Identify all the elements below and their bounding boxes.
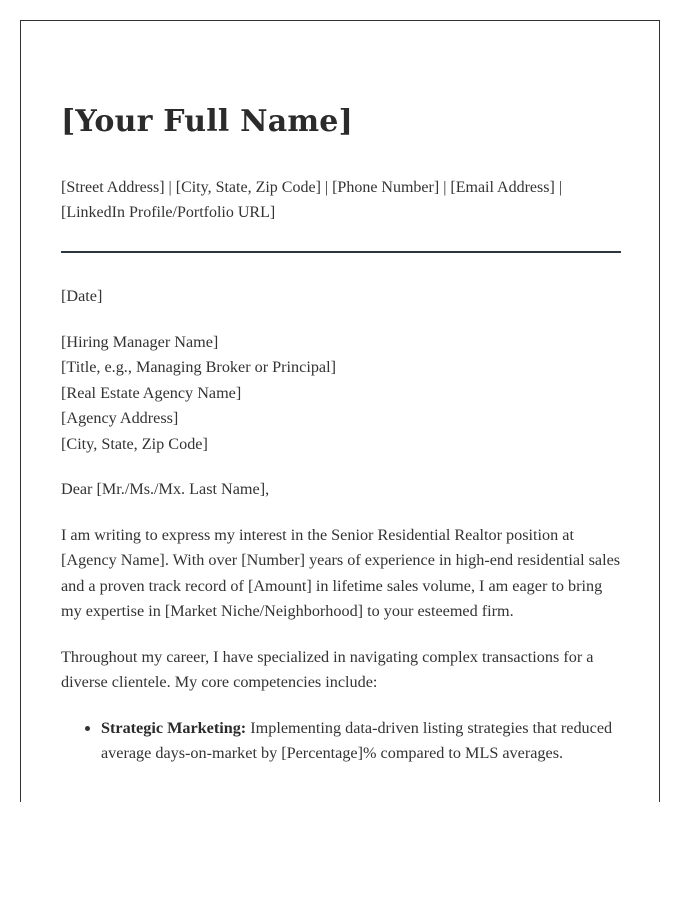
- recipient-block: [61, 330, 623, 458]
- header-divider: [61, 251, 621, 253]
- applicant-name: [Your Full Name]: [61, 104, 353, 139]
- letter-date: [Date]: [61, 287, 103, 305]
- recipient-city: [City, State, Zip Code]: [61, 434, 208, 453]
- contact-info: [61, 175, 621, 225]
- recipient-agency: [Real Estate Agency Name]: [61, 383, 242, 402]
- competencies-list: [61, 716, 623, 767]
- letter-body: [61, 284, 623, 767]
- salutation: Dear [Mr./Ms./Mx. Last Name],: [61, 480, 270, 498]
- contact-line-1: [Street Address] | [City, State, Zip Code] | [Phone Number] | [Email Address] |: [61, 179, 563, 196]
- career-paragraph: Throughout my career, I have specialized in navigating complex transactions for a diverse clientele. My core competencies include:: [61, 647, 594, 691]
- competency-label: Strategic Marketing:: [101, 718, 247, 737]
- recipient-name: [Hiring Manager Name]: [61, 332, 219, 351]
- recipient-address: [Agency Address]: [61, 409, 179, 427]
- contact-line-2: [LinkedIn Profile/Portfolio URL]: [61, 204, 276, 221]
- intro-paragraph: I am writing to express my interest in the Senior Residential Realtor position at [Agency Name]. With over [Number] years of experience in high-end residential sales and a proven track record of [Amount] in lifetime sales volume, I am eager to bring my expertise in [Market Niche/Neighborhood] to your esteemed firm.: [61, 525, 621, 620]
- letter-page: [20, 20, 660, 802]
- competency-text: Implementing data-driven listing strategies that reduced average days-on-market by [Percentage]% compared to MLS averages.: [101, 718, 613, 762]
- list-item: [101, 716, 623, 767]
- recipient-title: [Title, e.g., Managing Broker or Principal]: [61, 358, 336, 376]
